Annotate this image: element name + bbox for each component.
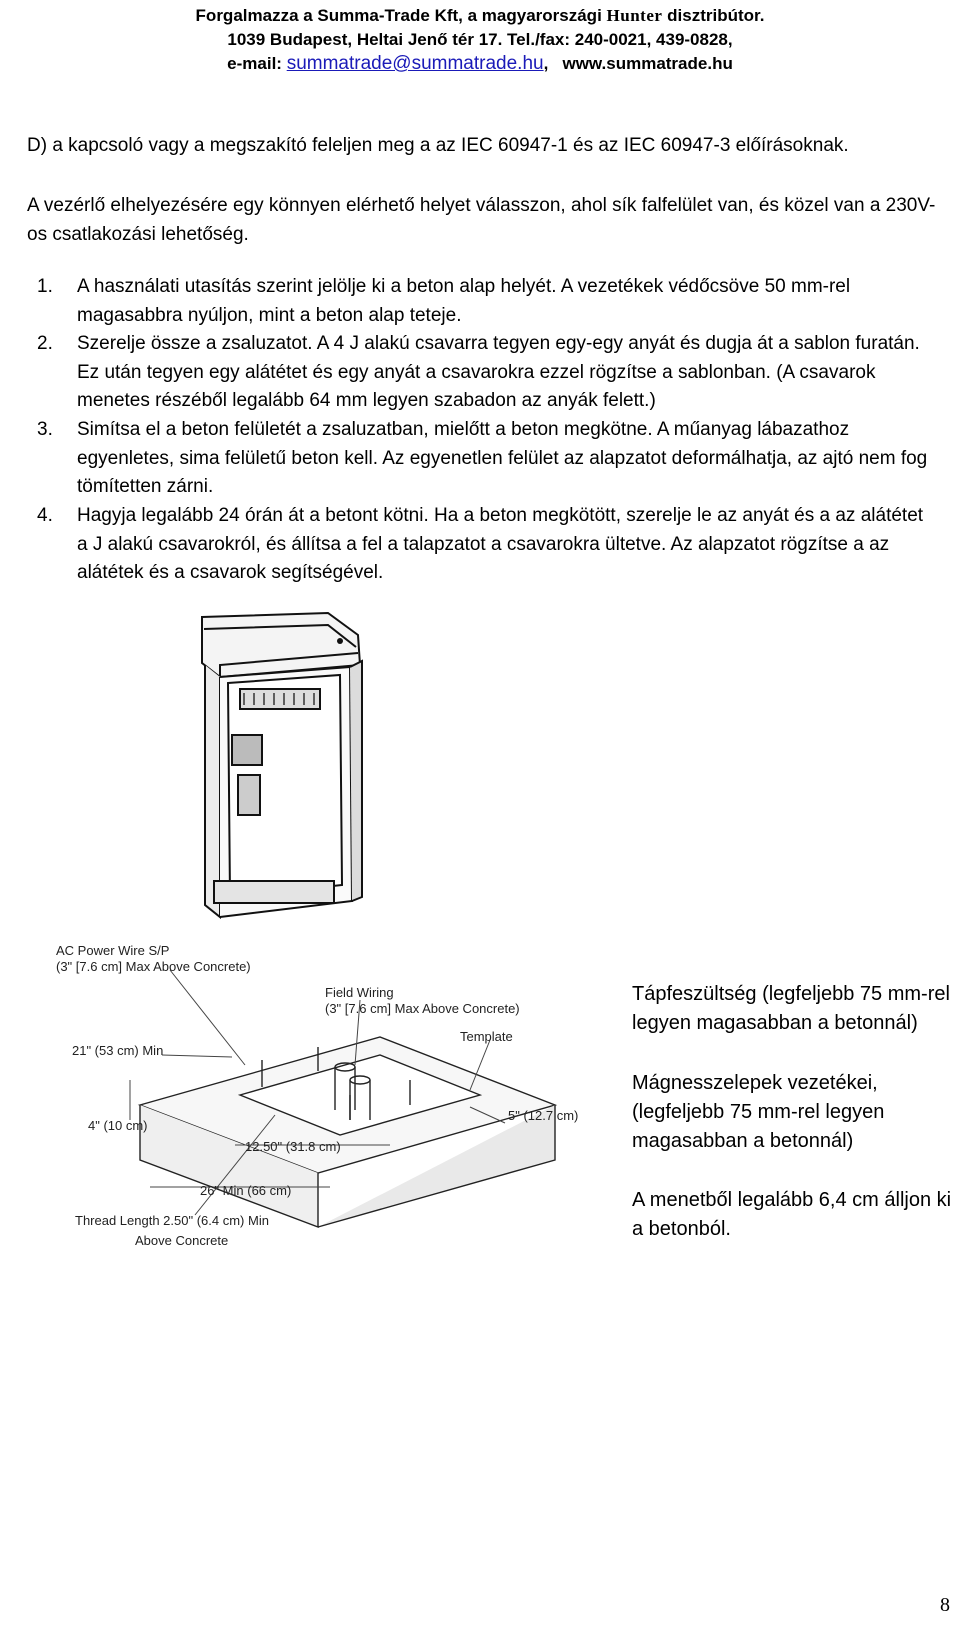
- caption-power-supply: Tápfeszültség (legfeljebb 75 mm-rel legyen magasabban a betonnál): [632, 983, 950, 1034]
- caption-thread-length: A menetből legalább 6,4 cm álljon ki a betonból.: [632, 1189, 952, 1240]
- list-item-step-3: [37, 416, 937, 502]
- header-contact: [0, 52, 960, 76]
- header-distributor-suffix: disztribútor.: [667, 6, 765, 25]
- label-4in: 4" (10 cm): [88, 1118, 148, 1133]
- label-field-wiring-2: (3" [7.6 cm] Max Above Concrete): [325, 1001, 520, 1016]
- email-link[interactable]: summatrade@summatrade.hu: [286, 53, 544, 74]
- step-text: A használati utasítás szerint jelölje ki a beton alap helyét. A vezetékek védőcsöve 50 mm-rel magasabbra nyúljon, mint a beton alap teteje.: [77, 276, 851, 326]
- step-text: Simítsa el a beton felületét a zsaluzatban, mielőtt a beton megkötne. A műanyag lábazathoz egyenletes, sima felületű beton kell. Az egyenetlen felület az alapzatot deformálhatja, az ajtó nem fog tömítetten zárni.: [77, 419, 928, 497]
- label-thread-1: Thread Length 2.50" (6.4 cm) Min: [75, 1213, 269, 1228]
- label-template: Template: [460, 1029, 513, 1044]
- header-line-1: [0, 4, 960, 28]
- paragraph-location: A vezérlő elhelyezésére egy könnyen elérhető helyet válasszon, ahol sík falfelület van, és közel van a 230V-os csatlakozási lehetőség.: [27, 195, 936, 245]
- concrete-pad-diagram: [50, 943, 610, 1285]
- list-item-step-1: [37, 273, 937, 330]
- label-12-50in: 12.50" (31.8 cm): [245, 1139, 341, 1154]
- list-item-step-2: [37, 330, 937, 416]
- step-number: 2.: [37, 333, 53, 354]
- label-thread-2: Above Concrete: [135, 1233, 229, 1248]
- controller-enclosure-illustration: [190, 605, 380, 935]
- header-address: 1039 Budapest, Heltai Jenő tér 17. Tel./fax: 240-0021, 439-0828,: [227, 30, 733, 49]
- step-text: Hagyja legalább 24 órán át a betont kötni. Ha a beton megkötött, szerelje le az anyát és a az alátétet a J alakú csavarokról, és állítsa a fel a talapzatot a csavarokra ültetve. Az alapzatot rögzítse a az alátétek és a csavarok segítségével.: [77, 505, 924, 583]
- label-5in: 5" (12.7 cm): [508, 1108, 579, 1123]
- email-label: e-mail:: [227, 54, 282, 73]
- step-text: Szerelje össze a zsaluzatot. A 4 J alakú csavarra tegyen egy-egy anyát és dugja át a sablon furatán. Ez után tegyen egy alátétet és egy anyát a csavarokra ezzel rögzítse a sablonban. (A csavarok menetes részéből legalább 64 mm legyen szabadon az anyák felett.): [77, 333, 920, 411]
- list-item-step-4: [37, 502, 937, 588]
- page-number: 8: [940, 1594, 950, 1616]
- label-ac-power-1: AC Power Wire S/P: [56, 943, 170, 958]
- contact-comma: ,: [543, 54, 549, 73]
- header-distributor-text: Forgalmazza a Summa-Trade Kft, a magyarországi: [195, 6, 602, 25]
- page-header: [0, 4, 960, 76]
- caption-valve-wires: Mágnesszelepek vezetékei, (legfeljebb 75 mm-rel legyen magasabban a betonnál): [632, 1072, 885, 1152]
- label-26in: 26" Min (66 cm): [200, 1183, 292, 1198]
- label-ac-power-2: (3" [7.6 cm] Max Above Concrete): [56, 959, 251, 974]
- step-number: 4.: [37, 505, 53, 526]
- label-field-wiring-1: Field Wiring: [325, 985, 394, 1000]
- website-text: www.summatrade.hu: [562, 54, 733, 73]
- paragraph-standards: D) a kapcsoló vagy a megszakító feleljen meg a az IEC 60947-1 és az IEC 60947-3 előírásoknak.: [27, 135, 849, 156]
- hunter-brand-logo: Hunter: [606, 6, 663, 25]
- step-number: 3.: [37, 419, 53, 440]
- label-min-21: 21" (53 cm) Min: [72, 1043, 164, 1058]
- step-number: 1.: [37, 276, 53, 297]
